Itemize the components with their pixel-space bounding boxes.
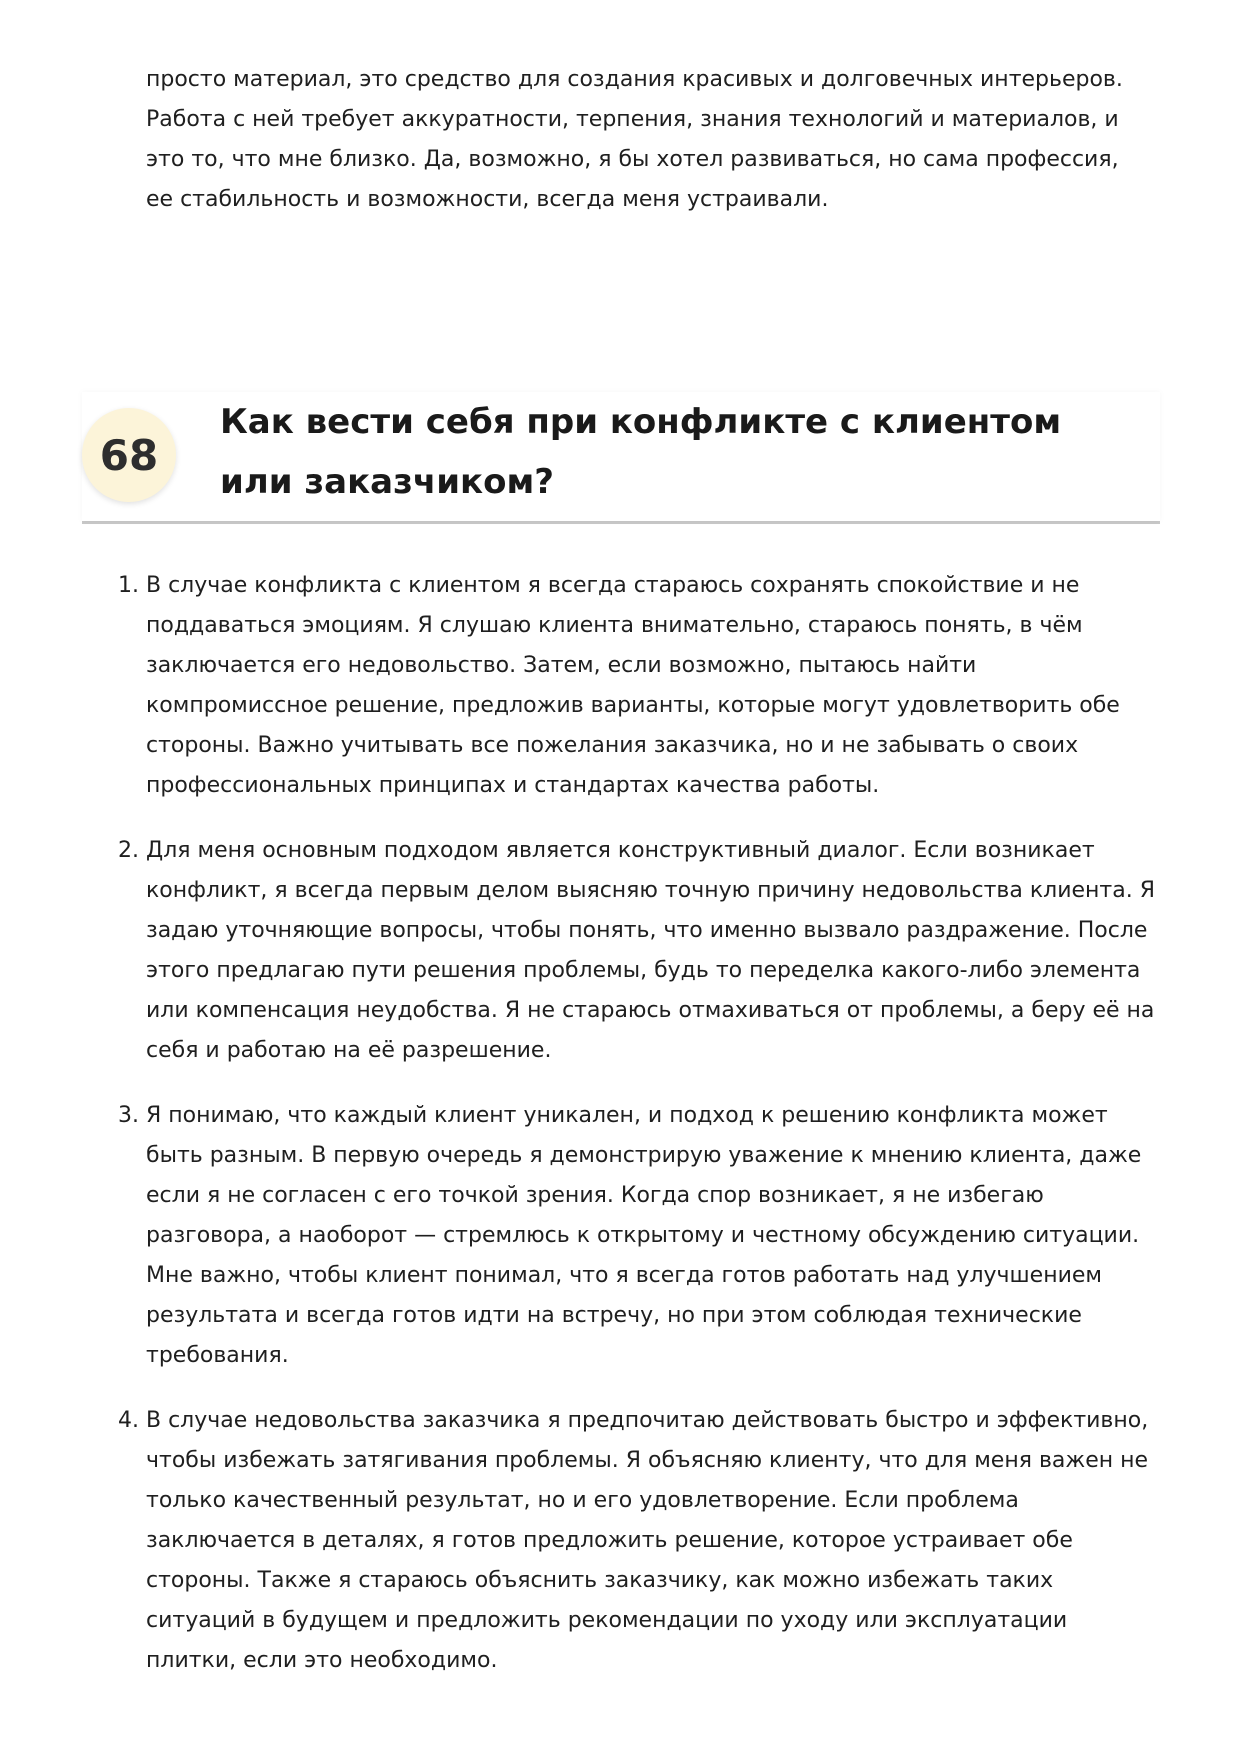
question-title: Как вести себя при конфликте с клиентом или заказчиком?: [220, 402, 1062, 502]
answer-number: 1.: [118, 573, 139, 598]
answer-item: [118, 1096, 1156, 1376]
answer-item: [118, 1401, 1156, 1681]
answer-text: Я понимаю, что каждый клиент уникален, и подход к решению конфликта может быть разным. В первую очередь я демонстрирую уважение к мнению клиента, даже если я не согласен с его точкой зрения. Когда спор возникает, я не избегаю разговора, а наоборот — стремлюсь к открытому и честному обсуждению ситуации. Мне важно, чтобы клиент понимал, что я всегда готов работать над улучшением результата и всегда готов идти на встречу, но при этом соблюдая технические требования.: [146, 1103, 1142, 1368]
answer-number: 4.: [118, 1408, 139, 1433]
answer-item: [118, 831, 1156, 1071]
answer-list: [118, 566, 1156, 1706]
answer-number: 2.: [118, 838, 139, 863]
question-header: [82, 392, 1160, 524]
intro-paragraph: просто материал, это средство для создания красивых и долговечных интерьеров. Работа с ней требует аккуратности, терпения, знания технологий и материалов, и это то, что мне близко. Да, возможно, я бы хотел развиваться, но сама профессия, ее стабильность и возможности, всегда меня устраивали.: [146, 67, 1123, 212]
answer-text: В случае недовольства заказчика я предпочитаю действовать быстро и эффективно, чтобы избежать затягивания проблемы. Я объясняю клиенту, что для меня важен не только качественный результат, но и его удовлетворение. Если проблема заключается в деталях, я готов предложить решение, которое устраивает обе стороны. Также я стараюсь объяснить заказчику, как можно избежать таких ситуаций в будущем и предложить рекомендации по уходу или эксплуатации плитки, если это необходимо.: [146, 1408, 1149, 1673]
answer-item: [118, 566, 1156, 806]
answer-number: 3.: [118, 1103, 139, 1128]
answer-text: В случае конфликта с клиентом я всегда стараюсь сохранять спокойствие и не поддаваться эмоциям. Я слушаю клиента внимательно, стараюсь понять, в чём заключается его недовольство. Затем, если возможно, пытаюсь найти компромиссное решение, предложив варианты, которые могут удовлетворить обе стороны. Важно учитывать все пожелания заказчика, но и не забывать о своих профессиональных принципах и стандартах качества работы.: [146, 573, 1120, 798]
question-number-badge: 68: [82, 408, 176, 502]
answer-text: Для меня основным подходом является конструктивный диалог. Если возникает конфликт, я всегда первым делом выясняю точную причину недовольства клиента. Я задаю уточняющие вопросы, чтобы понять, что именно вызвало раздражение. После этого предлагаю пути решения проблемы, будь то переделка какого-либо элемента или компенсация неудобства. Я не стараюсь отмахиваться от проблемы, а беру её на себя и работаю на её разрешение.: [146, 838, 1155, 1063]
